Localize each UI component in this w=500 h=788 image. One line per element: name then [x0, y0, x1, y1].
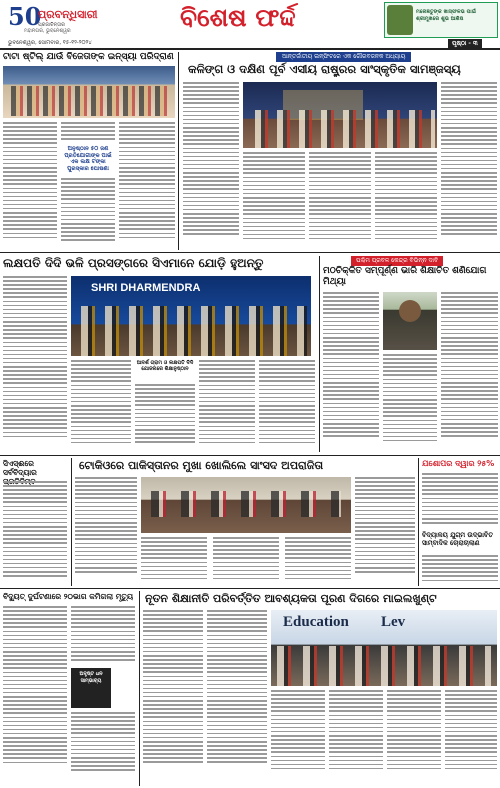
tata-body-col3: [119, 122, 175, 250]
kalinga-body-col3: [309, 152, 371, 250]
lakhpati-caption: ଆଦର୍ଶ ଗ୍ରାମ ଓ ଲକ୍ଷପତି ଦିଦି ଯୋଜନାରେ ଶିକ୍ଷାନୁଷ୍ଠାନ: [136, 360, 194, 372]
tokyo-body-col1: [75, 477, 137, 585]
nutana-body-col6: [445, 690, 497, 778]
side-right-body: [422, 473, 498, 529]
kalinga-kicker: ଆନ୍ତର୍ଜାତୀୟ ଇନ୍ଫିଟରେ ଏକ ଗୌରବଜନକ ଅଧ୍ୟାୟ: [276, 52, 411, 62]
matsya-body-col3: [441, 292, 498, 452]
bidyut-body-col2: [71, 606, 135, 666]
paper-name: ପ୍ରବନ୍ଧିସାରୀ: [38, 8, 98, 21]
nutana-body-col5: [387, 690, 441, 778]
lakhpati-banner-text: SHRI DHARMENDRA: [91, 282, 201, 294]
nutana-banner-text2: Lev: [381, 614, 406, 630]
tokyo-headline: ଟୋକିଓରେ ପାକିସ୍ତାନର ମୁଖା ଖୋଲିଲେ ସାଂସଦ ଅପରାଜିତା: [79, 459, 324, 472]
side-right-subhead: ବିଦ୍ୟାଳୟ ଯୁଗ୍ମ ଉଦ୍ଭାବିତ ସାମ୍ବାଦିକ ଚୋରାଚାଲାଣ: [422, 531, 493, 547]
nutana-body-col2: [207, 610, 267, 778]
bidyut-body-col1: [3, 606, 67, 776]
tata-body-col1: [3, 122, 57, 250]
tokyo-body-col4: [285, 537, 351, 585]
article-tata: [0, 50, 177, 252]
article-tokyo: [73, 457, 417, 587]
bidyut-box-text: ଅଦୃଷ୍ଟ ଧନ ସାମ୍ଭାବ୍ୟ: [79, 671, 103, 684]
lakhpati-headline: ଲକ୍ଷପତି ଦିଦି ଭଳି ପ୍ରସଙ୍ଗରେ ସିଏମାନେ ଯୋଡ଼ି ହୁଅନ୍ତୁ: [3, 256, 264, 270]
tata-headline: ଟାଟା ଷ୍ଟିଲ୍ ଯାଉଁ ବିଜେତାଙ୍କ ଇନ୍ସ୍ୟା ପରିଦ୍ରାଣ: [3, 52, 174, 62]
article-bidyut: [0, 590, 138, 788]
divider-v2: [319, 256, 320, 452]
bidyut-headline: ବିଦ୍ୟୁତ୍ ଦୁର୍ଘଟଣାରେ ୨୦ଭାଗ କମିଗଲା ମୃତ୍ୟୁ: [3, 592, 134, 601]
matsya-photo: [383, 292, 437, 350]
nutana-banner-text: Education: [283, 614, 349, 630]
kalinga-body-col5: [441, 82, 497, 250]
matsya-body-col2: [383, 354, 437, 452]
bidyut-body-col2b: [71, 712, 135, 776]
article-nutana: [141, 590, 500, 788]
nutana-body-col4: [329, 690, 383, 778]
divider-v3: [71, 458, 72, 586]
article-lakhpati: [0, 254, 318, 454]
lakhpati-body-col4: [199, 360, 255, 452]
page-number: ପୃଷ୍ଠା - ୩: [448, 39, 482, 49]
paper-sub: ମହାନଗର, ଭୁବନେଶ୍ୱର: [24, 28, 71, 34]
matsya-headline: ମଠଚିକ୍କିତ ସମ୍ପୂର୍ଣ୍ଣ ଭାରି ଶିକ୍ଷାଚିତ ଶଣିଯୋଗ ମିଥ୍ୟା: [323, 266, 487, 287]
lakhpati-body-col5: [259, 360, 315, 452]
masthead: [0, 0, 500, 50]
tokyo-body-col3: [213, 537, 279, 585]
article-matsya: [321, 254, 500, 454]
tata-body-col2b: [61, 178, 115, 250]
article-kalinga: [180, 50, 500, 252]
promo-box: [384, 2, 498, 38]
tokyo-body-col5: [355, 477, 415, 585]
promo-avatar: [387, 5, 413, 35]
tokyo-photo: [141, 477, 351, 533]
sampadak-headline: ସିଏସ୍ଈରେ ସର୍ବବିଦ୍ୟାର: [3, 459, 37, 477]
sampadak-body: [3, 481, 67, 585]
nutana-body-col1: [143, 610, 203, 778]
kalinga-body-col1: [183, 82, 239, 250]
divider-h1: [0, 252, 500, 253]
nutana-photo: [271, 610, 497, 686]
kalinga-photo: [243, 82, 437, 148]
matsya-body-col1: [323, 292, 379, 452]
nutana-headline: ନୂତନ ଶିକ୍ଷାନୀତି ପରିବର୍ତ୍ତିତ ଆବଶ୍ୟକତା ପୂରଣ ଦିଗରେ ମାଇଲଖୁଣ୍ଟ: [145, 592, 437, 605]
nutana-body-col3: [271, 690, 325, 778]
tata-subhead: ଅନୁଷ୍ଠାନ ୫୦ ଜଣ ପ୍ରତିଯୋଗୀଙ୍କ ପାଇଁ ଏକ ଲକ୍ଷ ଟଙ୍କା ପୁରସ୍କାର ଘୋଷଣା: [64, 146, 112, 172]
divider-v1: [178, 52, 179, 250]
kalinga-headline: କଳିଙ୍ଗ ଓ ଦକ୍ଷିଣ ପୂର୍ବ ଏସୀୟ ରାଷ୍ଟ୍ରର ସାଂସ୍କୃତିକ ସାମଞ୍ଜସ୍ୟ: [188, 62, 461, 76]
lakhpati-photo: [71, 276, 311, 356]
lakhpati-body-col2: [71, 360, 131, 452]
logo-word: ପ୍ରଜାଚିନ୍ତାର: [38, 22, 65, 28]
tata-photo: [3, 66, 175, 118]
divider-v5: [139, 591, 140, 786]
tokyo-body-col2: [141, 537, 207, 585]
divider-h3: [0, 588, 500, 589]
divider-v4: [418, 458, 419, 586]
logo-number: 50: [8, 2, 42, 31]
dateline: ଭୁବନେଶ୍ୱର, ସୋମବାର, ୧୫-୧୨-୨୦୨୪: [8, 40, 92, 46]
tata-body-col2: [61, 122, 115, 144]
lakhpati-body-col1: [3, 276, 67, 452]
divider-h2: [0, 455, 500, 456]
article-sampadak: [0, 457, 70, 587]
section-title: ବିଶେଷ ଫର୍ଦ୍ଦ: [180, 3, 296, 32]
matsya-kicker: ପଶ୍ଚିମ ପ୍ରବଳ କେନ୍ଦ୍ର ବିଭିନ୍ନ ଦାବି: [351, 256, 443, 266]
article-side-right: [420, 457, 500, 587]
kalinga-body-col4: [375, 152, 437, 250]
side-right-headline: ଯଶୋପର ଦ୍ୱାର ୨୫%: [422, 459, 495, 468]
promo-text: ମନୋଜ୍ଞତୁଙ୍କ ଖାସ୍ଫଳଭ ପାଇଁ ଶ୍ରୀମୁଖରେ ଶୁଭ ଆଶିଷ: [416, 9, 477, 22]
lakhpati-body-col3: [135, 384, 195, 452]
kalinga-body-col2: [243, 152, 305, 250]
side-right-body2: [422, 555, 498, 585]
bidyut-box: [71, 668, 111, 708]
